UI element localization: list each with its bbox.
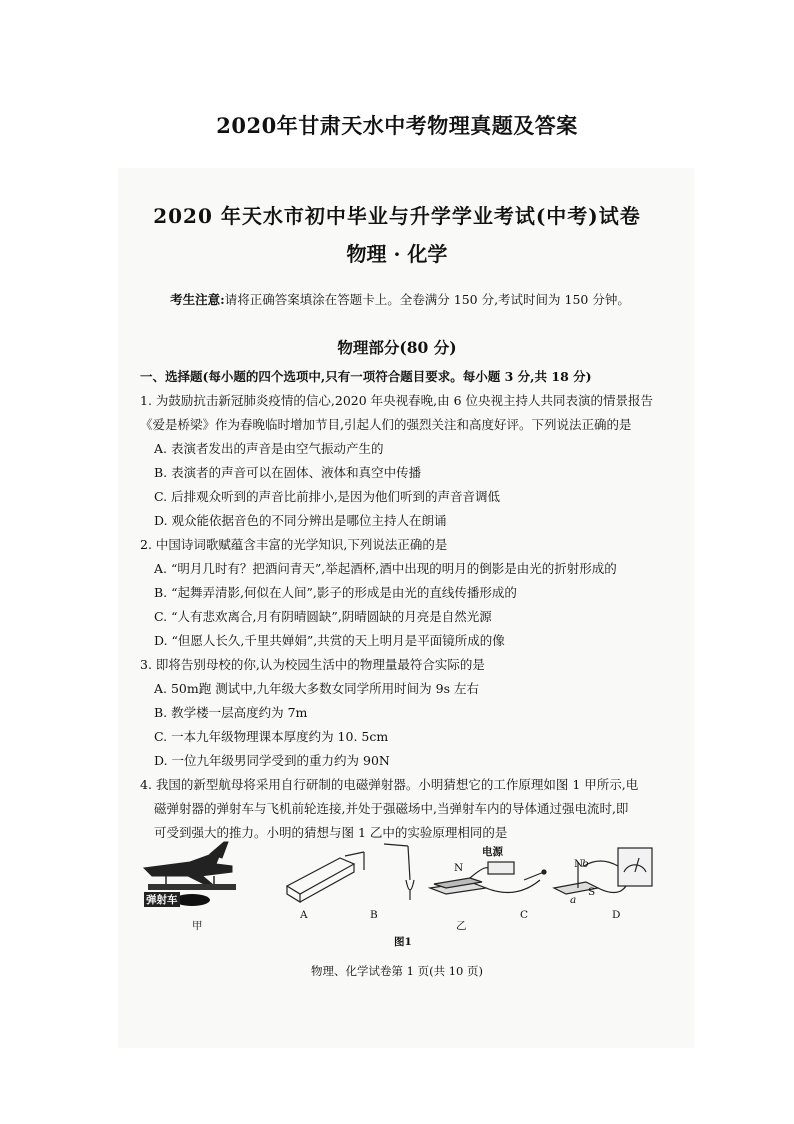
label-jia: 甲 [192, 920, 203, 932]
q2-option-a: A. “明月几时有？把酒问青天”,举起酒杯,酒中出现的明月的倒影是由光的折射形成的 [154, 561, 617, 576]
part-title: 物理部分(80 分) [337, 338, 457, 357]
q1-option-a: A. 表演者发出的声音是由空气振动产生的 [154, 441, 384, 456]
q1-stem-line-1: 1. 为鼓励抗击新冠肺炎疫情的信心,2020 年央视春晚,由 6 位央视主持人共同表演的情景报告 [140, 393, 654, 408]
notice-label: 考生注意: [170, 292, 225, 307]
label-d: D [612, 909, 621, 921]
section-heading: 一、选择题(每小题的四个选项中,只有一项符合题目要求。每小题 3 分,共 18 分) [140, 369, 592, 384]
q1-option-d: D. 观众能依据音色的不同分辨出是哪位主持人在朗诵 [154, 513, 447, 528]
q1-stem-line-2: 《爱是桥梁》作为春晚临时增加节目,引起人们的强烈关注和高度好评。下列说法正确的是 [140, 417, 632, 432]
hanging-wire-apparatus [384, 844, 414, 900]
q1-option-c: C. 后排观众听到的声音比前排小,是因为他们听到的声音音调低 [154, 489, 501, 504]
q3-option-b: B. 教学楼一层高度约为 7m [154, 705, 308, 720]
q4-stem-line-3: 可受到强大的推力。小明的猜想与图 1 乙中的实验原理相同的是 [154, 825, 508, 840]
label-n-c: N [454, 862, 464, 874]
label-b: B [370, 909, 378, 921]
q3-option-c: C. 一本九年级物理课本厚度约为 10. 5cm [154, 729, 389, 744]
bar-magnet-apparatus [287, 852, 364, 902]
power-source-label: 电源 [482, 846, 503, 858]
q2-option-b: B. “起舞弄清影,何似在人间”,影子的形成是由光的直线传播形成的 [154, 585, 517, 600]
catapult-label: 弹射车 [146, 894, 178, 906]
exam-title: 2020 年天水市初中毕业与升学学业考试(中考)试卷 [153, 204, 641, 228]
q4-stem-line-1: 4. 我国的新型航母将采用自行研制的电磁弹射器。小明猜想它的工作原理如图 1 甲所示,电 [140, 777, 639, 792]
label-n-d: N [574, 858, 584, 870]
figure-1 [140, 836, 660, 951]
label-small-b: b [582, 858, 589, 870]
label-small-a: a [570, 894, 577, 906]
exam-notice [140, 290, 660, 308]
motor-experiment-apparatus [430, 862, 546, 894]
q2-stem: 2. 中国诗词歌赋蕴含丰富的光学知识,下列说法正确的是 [140, 537, 448, 552]
label-c: C [520, 909, 529, 921]
q3-option-d: D. 一位九年级男同学受到的重力约为 90N [154, 753, 390, 768]
subject-title: 物理 · 化学 [346, 242, 448, 266]
page-title: 2020年甘肃天水中考物理真题及答案 [216, 113, 578, 138]
q1-option-b: B. 表演者的声音可以在固体、液体和真空中传播 [154, 465, 422, 480]
q3-stem: 3. 即将告别母校的你,认为校园生活中的物理量最符合实际的是 [140, 657, 485, 672]
label-yi: 乙 [456, 920, 467, 932]
q2-option-d: D. “但愿人长久,千里共婵娟”,共赏的天上明月是平面镜所成的像 [154, 633, 505, 648]
label-s-d: S [588, 886, 596, 898]
generator-experiment-apparatus [554, 848, 652, 894]
q2-option-c: C. “人有悲欢离合,月有阴晴圆缺”,阴晴圆缺的月亮是自然光源 [154, 609, 492, 624]
figure-caption: 图1 [394, 936, 412, 948]
notice-text: 请将正确答案填涂在答题卡上。全卷满分 150 分,考试时间为 150 分钟。 [224, 292, 630, 307]
label-a: A [300, 909, 308, 921]
page-footer: 物理、化学试卷第 1 页(共 10 页) [310, 964, 484, 978]
q3-option-a: A. 50m跑 测试中,九年级大多数女同学所用时间为 9s 左右 [154, 681, 479, 696]
q4-stem-line-2: 磁弹射器的弹射车与飞机前轮连接,并处于强磁场中,当弹射车内的导体通过强电流时,即 [154, 801, 629, 816]
